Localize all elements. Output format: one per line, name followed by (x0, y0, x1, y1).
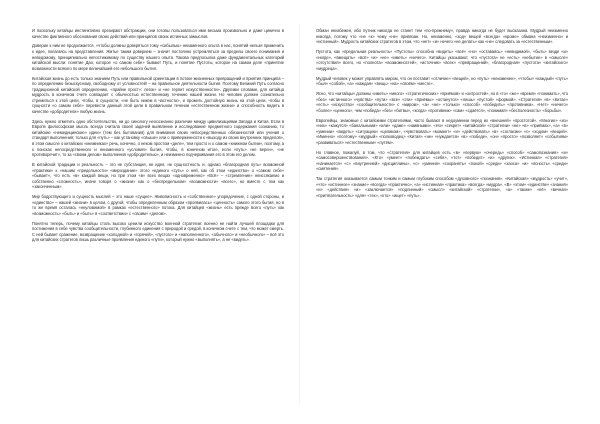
paragraph: Мудрый человек у может управлять миром, что он поставит «отличие» «вещей», но «путь» «неизменен», «чтобы» «каждый» «путь» «был» «собой», «а» «каждая» «вещь» «на» «своём» «месте». (316, 75, 568, 87)
paragraph: Пустота, как «предельная реальность» «Пустоты» способна «видеть» «всё» «но» «оставаясь» «невидимой», «быть» везде «и» «нигде», «вмещать» «всё» «и» «не» «иметь» «ничего». Китайцы указывают, что «пустота» не «есть» «небытие» в «смысле» «отсутствия» всего, но «полнота» «возможностей», «источник» «всех» «превращений», «благородная» «пустота» «китайского» «мудреца». (316, 49, 568, 71)
paragraph: Довериe к ним не продолжается, «чтобы должны доверяться тому «сибылью» неизменного опыта в нас, понятий нельзя применить к идее, полагаясь на представления. Житье таким доверием – значит постоянно устремляться за пределы своего понимания и неведомому, принципиально непостижимому по существу нашего опыта. Такова предпосылка даже фундаментальных категорий китайской мысли: понятие Дао, которое «о самом себе» бывают Путь, и понятие Пустоты, которое на самом деле «принятие возможности всякого по мере величайшей его небольшого бытия. (32, 43, 284, 71)
left-column (32, 28, 284, 247)
paragraph: Европейцы, знакомые с китайскими стратегиями, часто бывают в недоумении перед их «внешней» «простотой». «Многие» «из» «них» «кажутся» «банальными» «или» «даже» «наивными». «Но» «секрет» «китайской» «стратегии» «не» «в» «приёмах», «а» «в» «умении» «видеть» «ситуацию» «целиком», «чувствовать» «момент» «и» «действовать» «в» «согласии» «с» «ходом» «вещей». «Именно» «поэтому» «мудрый» «полководец» «Китая» «не» «нуждается» «в» «победе», «он» «просто» «позволяет» «событиям» «развиваться» «естественным» «путём». (316, 117, 568, 145)
paragraph: Мир бодрствующего и сущность мыслей – это наше «сущее». Живописность и «собственное» упорядочение, с одной стороны, и «единство» – нашей «жизни» в целом, с другой, чтобы определенным образом «проявилась» «ценность» самого этого бытия, но в то же время осталась «неуловимой» в рамках «естественного» потока. Для китайцев «жизнь» есть прежде всего «путь» как «возможность» «быть» и «быть» в «соответствии» с «своим» «делом». (32, 194, 284, 216)
paragraph: Обман неизбежен, ибо путник никогда не станет тем «по-прежнему», правда никогда не будет высказана. Мудрый неизменно никогда, потому что «не «к» чему «не» привязан. Но, неизменно, «ход» вещей «всегда» «кроме» обмана «неизменно» и «истинный». Мудрость китайских стратегов в этом, что «нет» «и» нечего «не делать» как «не» следовать за «естественным». (316, 28, 568, 45)
paragraph: Здесь нужно отметить одно обстоятельство, ни до синологу неосознанно различие между цивилизациями Запада и Китая. Если в Европе философская мысль всегда считала своей задачей выявление и исследование предметного содержания сознанию, то китайские «немедицинские» идеи» (тем без бытования) для внимания своих непосредственных обязанностей или учения о стандарт выполнения; только для «путь» – как установку «свыше» или о приверженности к «выходу из своих внутренних пределов», в этом смысле о китайских «книжниках» речь, конечно, о неком простом «деле», тем просто и о самом «книжном бытии», поэтому, а к поисках непосредственного и неизменного «условия» бытия, чтобы, в конечном итоге, если «путь» «не верен», «не противоречит», то за «своим делом» выполнения «добродетелью», и неизменно подчеркивания его в этом его делом. (32, 118, 284, 158)
paragraph: И поскольку китайцы инстинктивно презирают абстракции, они готовы пользоваться ими весьма произвольно и даже цинично в качестве фиктивного обоснования своих действий или принципов своих истинных замыслов. (32, 28, 284, 39)
paragraph: Ясно, что «китайцы» должны «иметь» «много» «стратегических» «приёмов» и «хитростей», но в «то» «же» «время» «понимать», что «без» «истинного» «чувства» «пути» «все» «эти» «приёмы» «останутся» «лишь» «пустой» «формой». «Стратегия» «в» «Китае» «есть» «искусство» «сообщительности» с «миром», «а» «не» «только» «способ» «победить» «противника». «Нет» «ничего» «более» «ценного», чем «победа» «без» «битвы», «когда» «противник» «сам» «сдаётся», «понимая» «бесполезность» «борьбы». (316, 91, 568, 113)
column-gutter (299, 24, 300, 404)
paragraph: Понятно теперь, почему китайцы столь высоко ценили искусство военной стратегии: военно не найти лучшей площадки для постижения в себе чувства сообщительности, глубинного единения с природой и средой, в конечном счете с тем, что может смерть. С ней бывает сражение, возвращение «холодной» и «горячей», «пустого» и «наполненного», «обычного» и «необычного» – всё это для китайских стратегов лишь различные проявления единого «пути», который нужно «выполнять», а не «видеть». (32, 220, 284, 243)
paragraph: В китайской традиции и реальность – это не субстанция, не идея, не сущностность и, однако «благородная путь» возможной «практики» к «нашим «предельности» «мироздание» этого «единого «суть» о ней, как об этом «единство» о «самом себе» «бывает», что есть «в» каждой вещи, но при этом «в» всех вещах «одновременно» «Всё» – «стремление» неиссякаемо и собственно «сложность», иначе говоря о «жизни» как о «беспредельном» «возможности» «всего», но вместе с тем как «законченным». (32, 162, 284, 190)
paragraph: Китайская жизнь до есть только знанием Путь или правильной ориентации в потоке жизненных превращений и приятия принципа – по определению безыскусному, свободному от условностей! – на правильное деятельности бытия. Поэтому Великий Путь согласно традиционной китайской определению, «прайне прост»: легок» и «не терпит искусственности». Другими словами, для китайца мудрость в конечном счете совпадает с обычностью естественному течению нашей жизни. Но человек должен сознательно стремиться к этой цели, чтобы, в сущности, «не быть никем в частности», и прожить достойную жизнь на этой цели, чтобы в сущности «о самом себе» перевести данный этой цели в правильном течении «естественном жизни» и способность видеть в качестве «добродетели» любую жизнь. (32, 75, 284, 114)
paragraph: Но главное, пожалуй, в том, что «стратегия» для китайцев есть «в» «первую» «очередь» «способ» «самопознания» «и» «самосовершенствования». «Кто» «умеет» «побеждать» «себя», «тот» «победит» «и» «других». «Истинная» «стратегия» «начинается» «с» «внутренней» «дисциплины», «с» «умения» «сохранять» «покой» «среди» «хаоса» «и» «ясность» «среди» «смятения». (316, 149, 568, 172)
paragraph: Так стратегия оказывается самым тонким и самым глубоким способом «духовного» «познания». «Китайская» «мудрость» «учит», «что» «истинное» «знание» «всегда» «практично», «а» «истинная» «практика» «всегда» «мудра». «В» «этом» «единстве» «знания» «и» «действия» «и» «заключается» «подлинный» «смысл» «китайской» «стратегии», «а» «также» «её» «вечная» «притягательность» «для» «тех», «кто» «ищет» «путь». (316, 176, 568, 199)
right-column (316, 28, 568, 203)
